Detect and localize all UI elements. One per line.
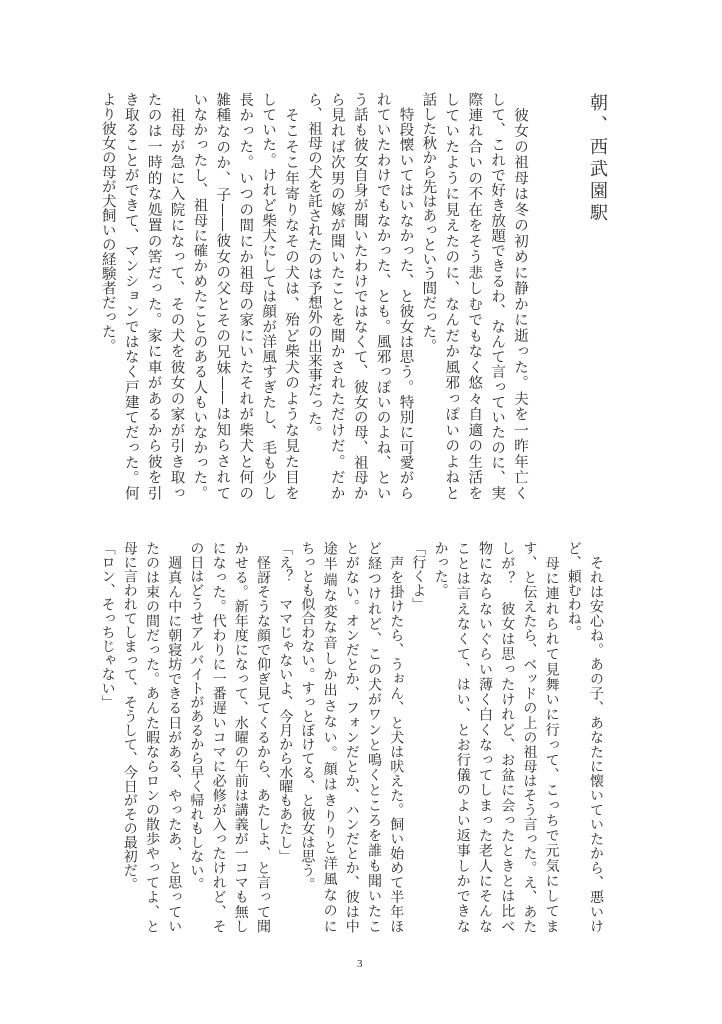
text-column: になった。代わりに一番遅いコマに必修が入ったけれど、そ (210, 541, 227, 933)
text-column: 長かった。いつの間にか祖母の家にいたそれが柴犬と何の (237, 92, 254, 500)
text-column: 特段懐いてはいなかった、と彼女は思う。特別に可愛がら (397, 92, 414, 500)
text-column: より彼女の母が犬飼いの経験者だった。 (99, 92, 116, 353)
text-column: れていたわけでもなかった、とも。風邪っぽいのよね、とい (374, 92, 391, 500)
text-column: す、と伝えたら、ベッドの上の祖母はそう言った。え、あた (521, 541, 538, 933)
text-column: していた。けれど柴犬にしては顔が洋風すぎたし、毛も少し (260, 92, 277, 500)
text-column: とがない。オンだとか、フォンだとか、ハンだとか、彼は中 (343, 541, 360, 933)
text-column: 「え？ ママじゃないよ、今月から水曜もあたし」 (277, 541, 294, 863)
text-column: 話した秋から先はあっという間だった。 (420, 92, 437, 353)
text-column: の日はどうせアルバイトがあるから早く帰れもしない。 (188, 541, 205, 891)
text-column: き取ることができて、マンションではなく戸建てだった。何 (122, 92, 139, 500)
text-column: 彼女の祖母は冬の初めに静かに逝った。夫を一昨年亡く (512, 92, 528, 500)
page-number: 3 (357, 958, 363, 970)
text-column: 「行くよ」 (410, 541, 427, 611)
text-column: 母に言われてしまって、そうして、今日がその最初だ。 (121, 541, 138, 891)
text-column: 母に連れられて見舞いに行って、こっちで元気にしてま (543, 541, 560, 933)
text-column: ど経つけれど、この犬がワンと鳴くところを誰も聞いたこ (366, 541, 382, 933)
text-column: ちっとも似合わない。すっとぼけてる、と彼女は思う。 (299, 541, 316, 891)
text-column: 「ロン、そっちじゃない」 (99, 541, 116, 709)
text-column: ら見れば次男の嫁が聞いたことを聞かされただけだ。だか (328, 92, 345, 500)
text-column: ど、頼むわね。 (565, 541, 582, 639)
text-column: ことは言えなくて、はい、とお行儀のよい返事しかできな (454, 541, 471, 933)
text-column: 祖母が急に入院になって、その犬を彼女の家が引き取っ (168, 92, 185, 500)
text-column: ら、祖母の犬を託されたのは予想外の出来事だった。 (305, 92, 322, 440)
text-column: して、これで好き放題できるわ、なんて言っていたのに、実 (489, 92, 506, 500)
chapter-title: 朝、西武園駅 (587, 93, 608, 225)
text-column: しが？ 彼女は思ったけれど、お盆に会ったときとは比べ (499, 541, 516, 933)
text-column: 雑種なのか、子——彼女の父とその兄妹——は知らされて (214, 92, 231, 500)
text-column: 際連れ合いの不在をそう悲しむでもなく悠々自適の生活を (466, 92, 483, 500)
text-column: かった。 (432, 541, 449, 597)
text-column: 声を掛けたら、うぉん、と犬は吠えた。飼い始めて半年ほ (388, 541, 405, 933)
text-column: う話も彼女自身が聞いたわけではなくて、彼女の母、祖母か (351, 92, 368, 500)
text-column: 怪訝そうな顔で仰ぎ見てくるから、あたしよ、と言って聞 (255, 541, 271, 933)
text-column: たのは束の間だった。あんた暇ならロンの散歩やってよ、と (144, 541, 160, 933)
text-column: 途半端な変な音しか出さない。顔はきりりと洋風なのに (321, 541, 338, 933)
text-column: そこそこ年寄りなその犬は、殆ど柴犬のような見た目を (283, 92, 299, 500)
text-column: いなかったし、祖母に確かめたことのある人もいなかった。 (191, 92, 208, 500)
text-column: それは安心ね。あの子、あなたに懐いていたから、悪いけ (588, 541, 604, 933)
text-column: たのは一時的な処置の筈だった。家に車があるから彼を引 (145, 92, 162, 500)
text-column: 週真ん中に朝寝坊できる日がある、やったあ、と思ってい (166, 541, 183, 933)
text-column: かせる。新年度になって、水曜の午前は講義が一コマも無し (232, 541, 249, 933)
text-column: 物にならないぐらい薄く白くなってしまった老人にそんな (477, 541, 493, 933)
text-column: していたように見えたのに、なんだか風邪っぽいのよねと (443, 92, 460, 500)
